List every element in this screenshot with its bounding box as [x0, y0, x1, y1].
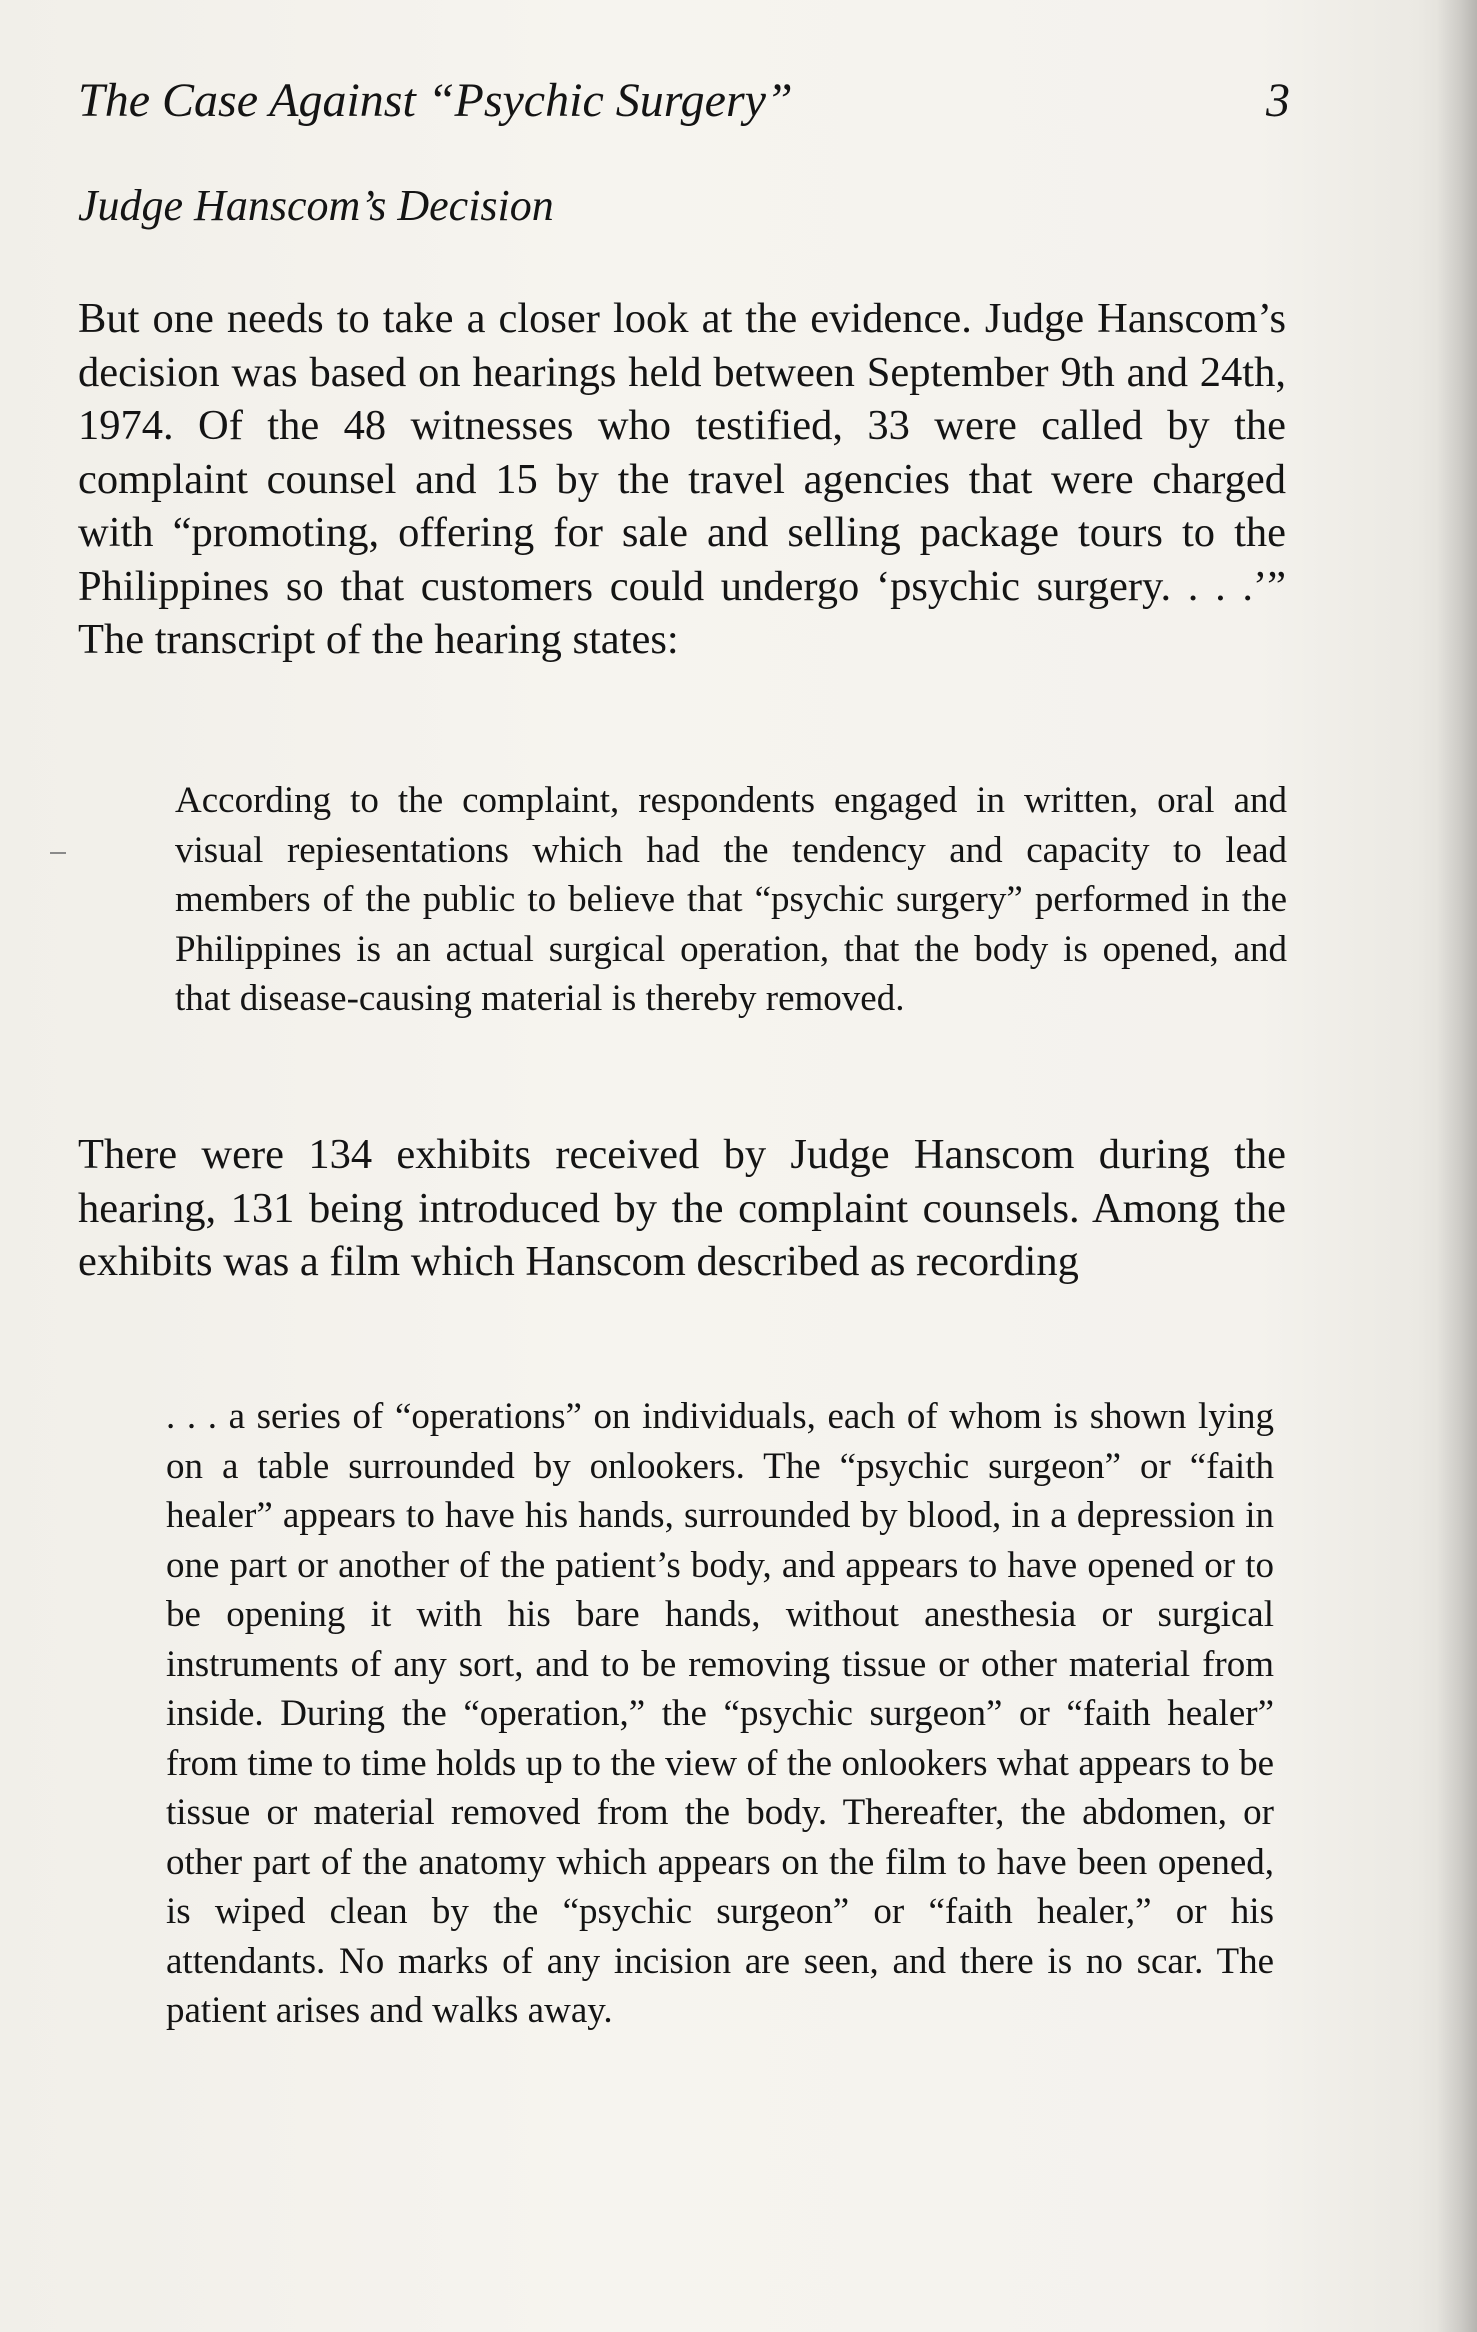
running-head: [78, 66, 1296, 136]
body-paragraph-evidence: But one needs to take a closer look at the evidence. Judge Hanscom’s decision was based on hearings held between September 9th and 24th, 1974. Of the 48 witnesses who testified, 33 were called by the complaint counsel and 15 by the travel agencies that were charged with “promoting, offering for sale and selling package tours to the Philippines so that customers could undergo ‘psychic surgery. . . .’” The transcript of the hearing states:: [78, 295, 1286, 663]
running-title: The Case Against “Psychic Surgery”: [78, 74, 793, 127]
margin-mark: [50, 852, 66, 854]
section-heading: Judge Hanscom’s Decision: [78, 181, 554, 230]
body-paragraph-exhibits: There were 134 exhibits received by Judge Hanscom during the hearing, 131 being introduced by the complaint counsels. Among the exhibits was a film which Hanscom described as recording: [78, 1131, 1286, 1285]
block-quote-complaint: According to the complaint, respondents engaged in written, oral and visual repiesentations which had the tendency and capacity to lead members of the public to believe that “psychic surgery” performed in the Philippines is an actual surgical operation, that the body is opened, and that disease-causing material is thereby removed.: [175, 780, 1287, 1019]
page-edge-shadow: [1437, 0, 1477, 2332]
page-number: 3: [1266, 74, 1290, 127]
block-quote-film-description: . . . a series of “operations” on individuals, each of whom is shown lying on a table surrounded by onlookers. The “psychic surgeon” or “faith healer” appears to have his hands, surrounded by blood, in a depression in one part or another of the patient’s body, and appears to have opened or to be opening it with his bare hands, without anesthesia or surgical instruments of any sort, and to be removing tissue or other material from inside. During the “operation,” the “psychic surgeon” or “faith healer” from time to time holds up to the view of the onlookers what appears to be tissue or material removed from the body. Thereafter, the abdomen, or other part of the anatomy which appears on the film to have been opened, is wiped clean by the “psychic surgeon” or “faith healer,” or his attendants. No marks of any incision are seen, and there is no scar. The patient arises and walks away.: [166, 1396, 1274, 2031]
